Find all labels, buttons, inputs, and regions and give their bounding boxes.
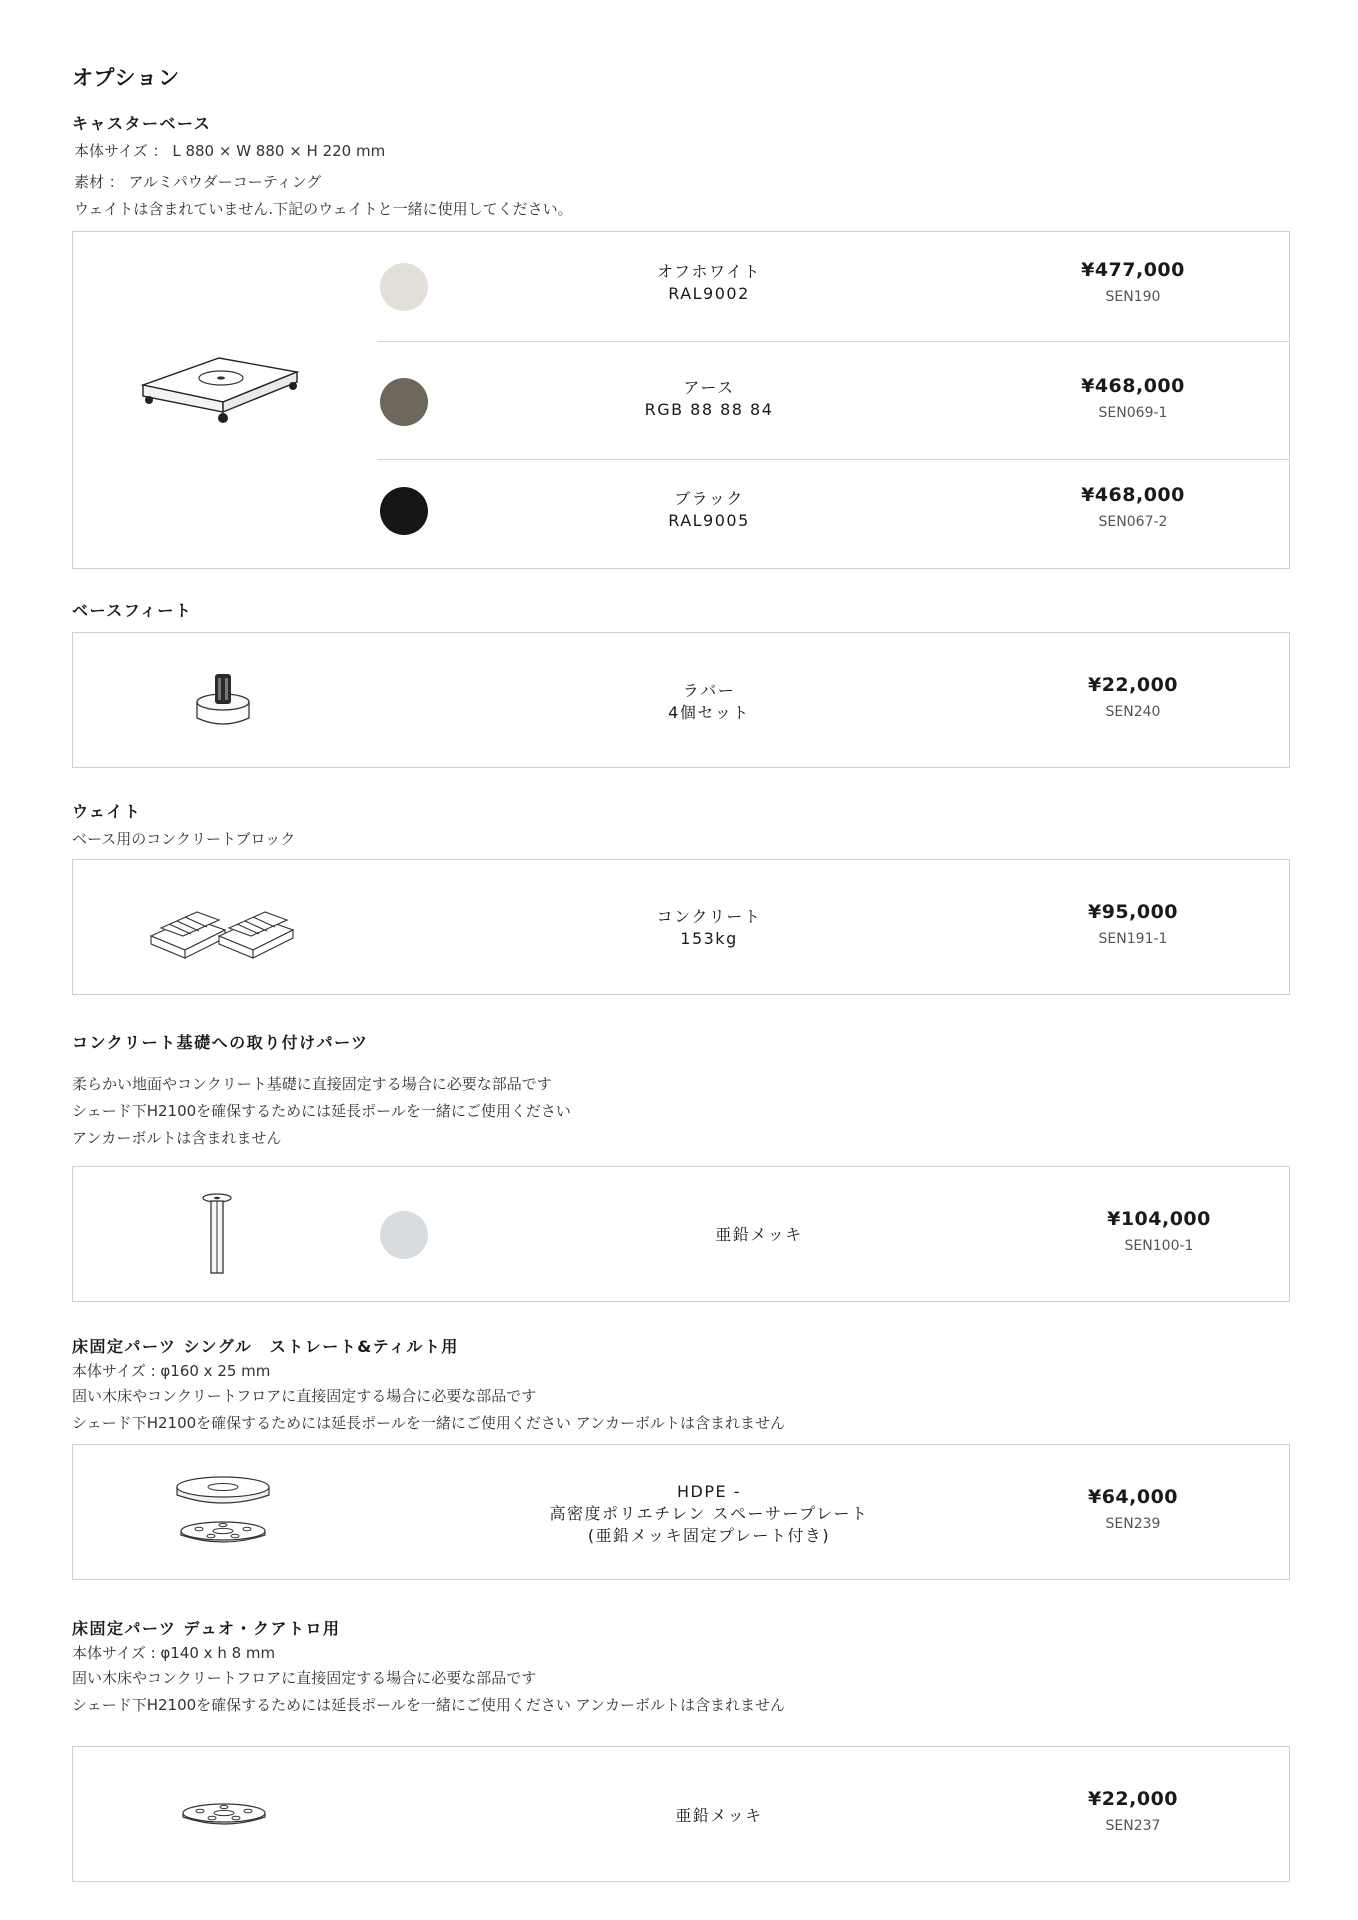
weight-name: コンクリート 153kg (656, 907, 762, 948)
caster-row-3-price: ¥468,000 (1081, 484, 1185, 506)
floor-single-size: 本体サイズ : φ160 x 25 mm (72, 1362, 271, 1380)
caster-base-image (133, 350, 303, 440)
row-divider (377, 459, 1290, 460)
floor-single-price: ¥64,000 (1087, 1486, 1179, 1508)
color-swatch-earth (380, 378, 428, 426)
section-title-weight: ウェイト (72, 802, 142, 821)
feet-code: SEN240 (1105, 704, 1161, 720)
floor-duo-code: SEN237 (1105, 1818, 1161, 1834)
color-swatch-black (380, 487, 428, 535)
caster-row-1-price: ¥477,000 (1081, 259, 1185, 281)
foundation-desc-1: 柔らかい地面やコンクリート基礎に直接固定する場合に必要な部品です (72, 1075, 552, 1093)
feet-price: ¥22,000 (1087, 674, 1179, 696)
caster-row-1-code: SEN190 (1105, 289, 1161, 305)
section-title-caster-base: キャスターベース (72, 114, 212, 133)
floor-duo-desc-1: 固い木床やコンクリートフロアに直接固定する場合に必要な部品です (72, 1669, 537, 1687)
color-swatch-offwhite (380, 263, 428, 311)
weight-desc-text: ベース用のコンクリートブロック (72, 830, 296, 848)
page-title: オプション (72, 66, 181, 90)
color-swatch-galvanized (380, 1211, 428, 1259)
feet-name: ラバー 4個セット (668, 681, 750, 722)
caster-row-2-code: SEN069-1 (1098, 405, 1168, 421)
floor-single-name: HDPE - 高密度ポリエチレン スペーサープレート (亜鉛メッキ固定プレート付き) (549, 1482, 869, 1545)
foundation-desc-3: アンカーボルトは含まれません (72, 1129, 282, 1147)
section-title-base-feet: ベースフィート (72, 601, 193, 620)
floor-duo-desc-2: シェード下H2100を確保するためには延長ポールを一緒にご使用ください アンカーボルトは含まれません (72, 1696, 786, 1714)
floor-single-desc-2: シェード下H2100を確保するためには延長ポールを一緒にご使用ください アンカーボルトは含まれません (72, 1414, 786, 1432)
foundation-card (72, 1166, 1290, 1302)
concrete-block-image (147, 896, 297, 962)
foundation-price: ¥104,000 (1107, 1208, 1211, 1230)
weight-code: SEN191-1 (1098, 931, 1168, 947)
spacer-plate-image (173, 1471, 273, 1551)
caster-material-text: 素材 ： アルミパウダーコーティング (74, 173, 322, 191)
floor-single-card (72, 1444, 1290, 1580)
foundation-code: SEN100-1 (1124, 1238, 1194, 1254)
section-title-floor-duo: 床固定パーツ デュオ・クアトロ用 (72, 1619, 341, 1638)
weight-price: ¥95,000 (1087, 901, 1179, 923)
floor-duo-price: ¥22,000 (1087, 1788, 1179, 1810)
rubber-foot-image (193, 670, 253, 732)
foundation-desc-2: シェード下H2100を確保するためには延長ポールを一緒にご使用ください (72, 1102, 571, 1120)
floor-plate-image (179, 1799, 269, 1831)
row-divider (377, 341, 1290, 342)
section-title-floor-single: 床固定パーツ シングル ストレート&ティルト用 (72, 1337, 459, 1356)
caster-base-card (72, 231, 1290, 569)
foundation-post-image (197, 1191, 237, 1277)
floor-duo-size: 本体サイズ : φ140 x h 8 mm (72, 1644, 276, 1662)
caster-row-3-code: SEN067-2 (1098, 514, 1168, 530)
foundation-name: 亜鉛メッキ (715, 1225, 803, 1244)
floor-duo-card (72, 1746, 1290, 1882)
caster-row-2-price: ¥468,000 (1081, 375, 1185, 397)
base-feet-card (72, 632, 1290, 768)
floor-single-code: SEN239 (1105, 1516, 1161, 1532)
floor-duo-name: 亜鉛メッキ (675, 1806, 763, 1825)
caster-note-text: ウェイトは含まれていません.下記のウェイトと一緒に使用してください。 (74, 200, 573, 218)
caster-size-text: 本体サイズ ： L 880 × W 880 × H 220 mm (74, 142, 386, 160)
caster-row-2-name: アース RGB 88 88 84 (644, 378, 774, 419)
floor-single-desc-1: 固い木床やコンクリートフロアに直接固定する場合に必要な部品です (72, 1387, 537, 1405)
weight-card (72, 859, 1290, 995)
section-title-foundation-parts: コンクリート基礎への取り付けパーツ (72, 1033, 369, 1052)
caster-row-1-name: オフホワイト RAL9002 (656, 262, 762, 303)
caster-row-3-name: ブラック RAL9005 (668, 489, 750, 530)
